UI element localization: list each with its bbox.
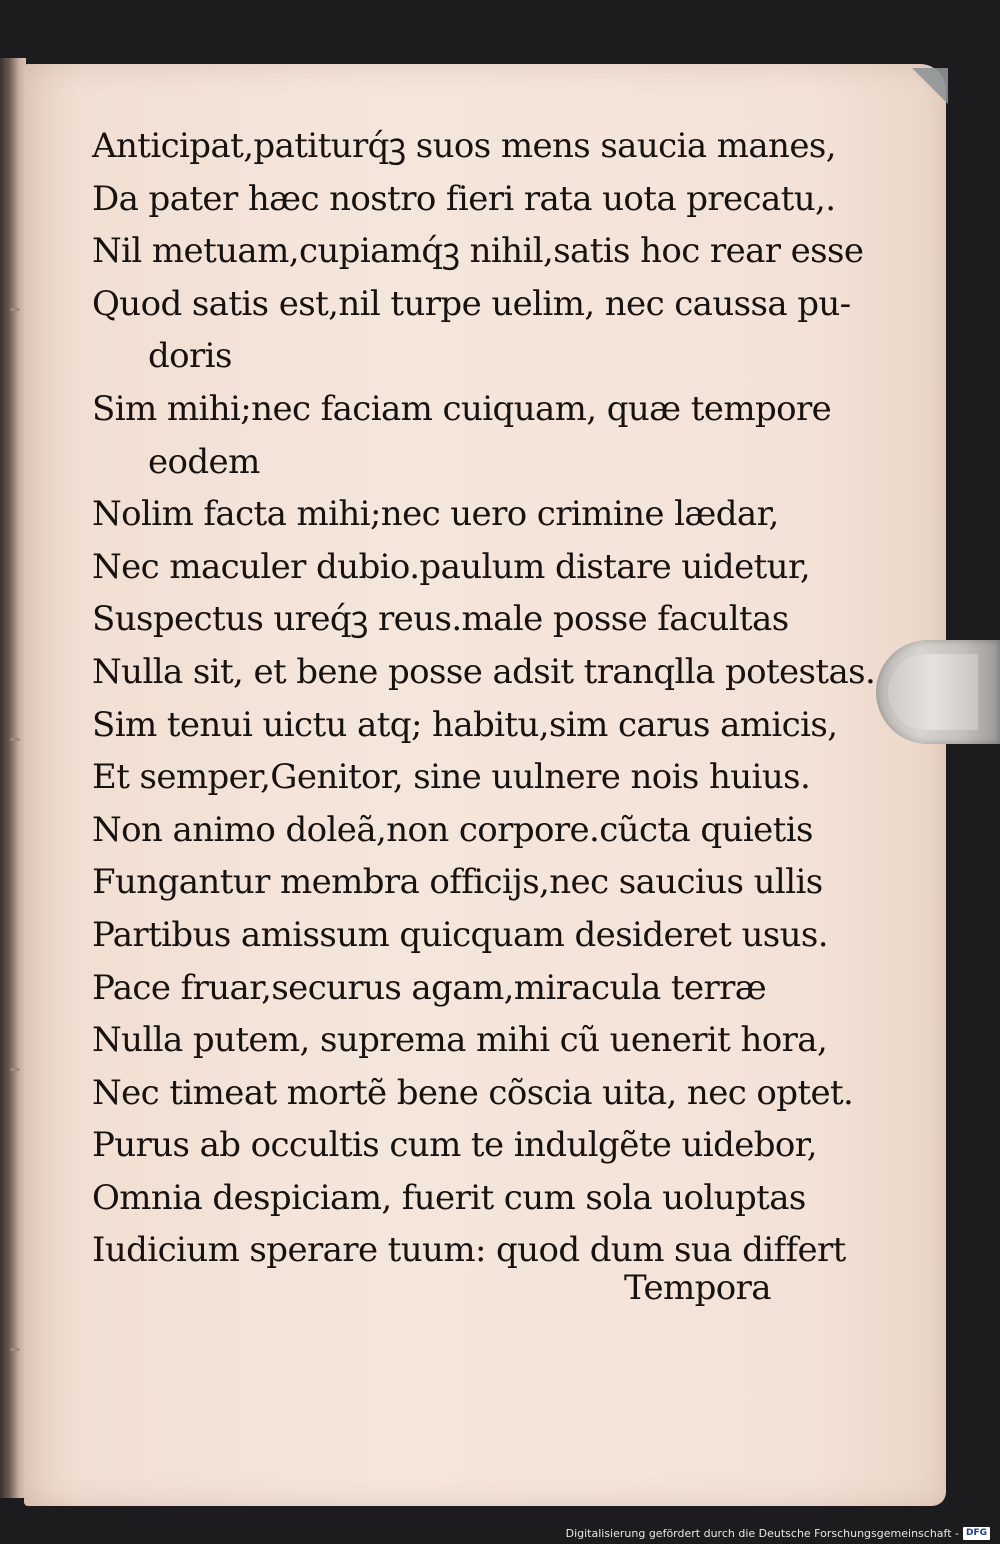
binding-stitch bbox=[10, 308, 20, 311]
verse-line: Nec maculer dubio.paulum distare uidetur, bbox=[92, 546, 811, 587]
verse-line: Nil metuam,cupiamq́ꝫ nihil,satis hoc rear esse bbox=[92, 231, 864, 272]
verse-line: Nolim facta mihi;nec uero crimine lædar, bbox=[92, 494, 779, 535]
verse-line: Et semper,Genitor, sine uulnere nois huius. bbox=[92, 757, 811, 798]
folded-corner bbox=[912, 68, 948, 104]
verse-line: Quod satis est,nil turpe uelim, nec caussa pu- bbox=[92, 283, 851, 324]
verse-line: Fungantur membra officijs,nec saucius ullis bbox=[92, 862, 823, 903]
verse-line: Omnia despiciam, fuerit cum sola uoluptas bbox=[92, 1177, 806, 1218]
page-clip bbox=[876, 640, 1000, 744]
verse-line: Iudicium sperare tuum: quod dum sua differt bbox=[92, 1230, 846, 1271]
verse-line: Sim tenui uictu atq; habitu,sim carus amicis, bbox=[92, 704, 838, 745]
verse-line: Non animo doleã,non corpore.cũcta quietis bbox=[92, 809, 813, 850]
credit-text: Digitalisierung gefördert durch die Deutsche Forschungsgemeinschaft - bbox=[565, 1527, 959, 1540]
verse-line: Sim mihi;nec faciam cuiquam, quæ tempore bbox=[92, 388, 832, 429]
binding-stitch bbox=[10, 1068, 20, 1071]
verse-line: Pace fruar,securus agam,miracula terræ bbox=[92, 967, 767, 1008]
verse-line: Partibus amissum quicquam desideret usus. bbox=[92, 914, 828, 955]
page-clip-highlight bbox=[888, 654, 978, 730]
verse-line: Suspectus ureq́ꝫ reus.male posse facultas bbox=[92, 599, 789, 640]
verse-line: Nec timeat mortẽ bene cõscia uita, nec optet. bbox=[92, 1072, 854, 1113]
verse-text bbox=[92, 120, 876, 1277]
verse-line: Da pater hæc nostro fieri rata uota precatu,. bbox=[92, 178, 836, 219]
verse-line: Purus ab occultis cum te indulgẽte uidebor, bbox=[92, 1125, 817, 1166]
book-binding bbox=[0, 58, 26, 1498]
verse-line: Nulla sit, et bene posse adsit tranqlla potestas. bbox=[92, 651, 876, 692]
verse-line: doris bbox=[148, 336, 232, 377]
verse-line: Nulla putem, suprema mihi cũ uenerit hora, bbox=[92, 1020, 828, 1061]
verse-line: Anticipat,patiturq́ꝫ suos mens saucia manes, bbox=[92, 126, 836, 166]
binding-stitch bbox=[10, 738, 20, 741]
verse-line: eodem bbox=[148, 441, 260, 482]
dfg-logo-icon: DFG bbox=[963, 1527, 990, 1540]
digitization-credit bbox=[566, 1527, 990, 1540]
catchword: Tempora bbox=[624, 1268, 771, 1308]
binding-stitch bbox=[10, 1348, 20, 1351]
